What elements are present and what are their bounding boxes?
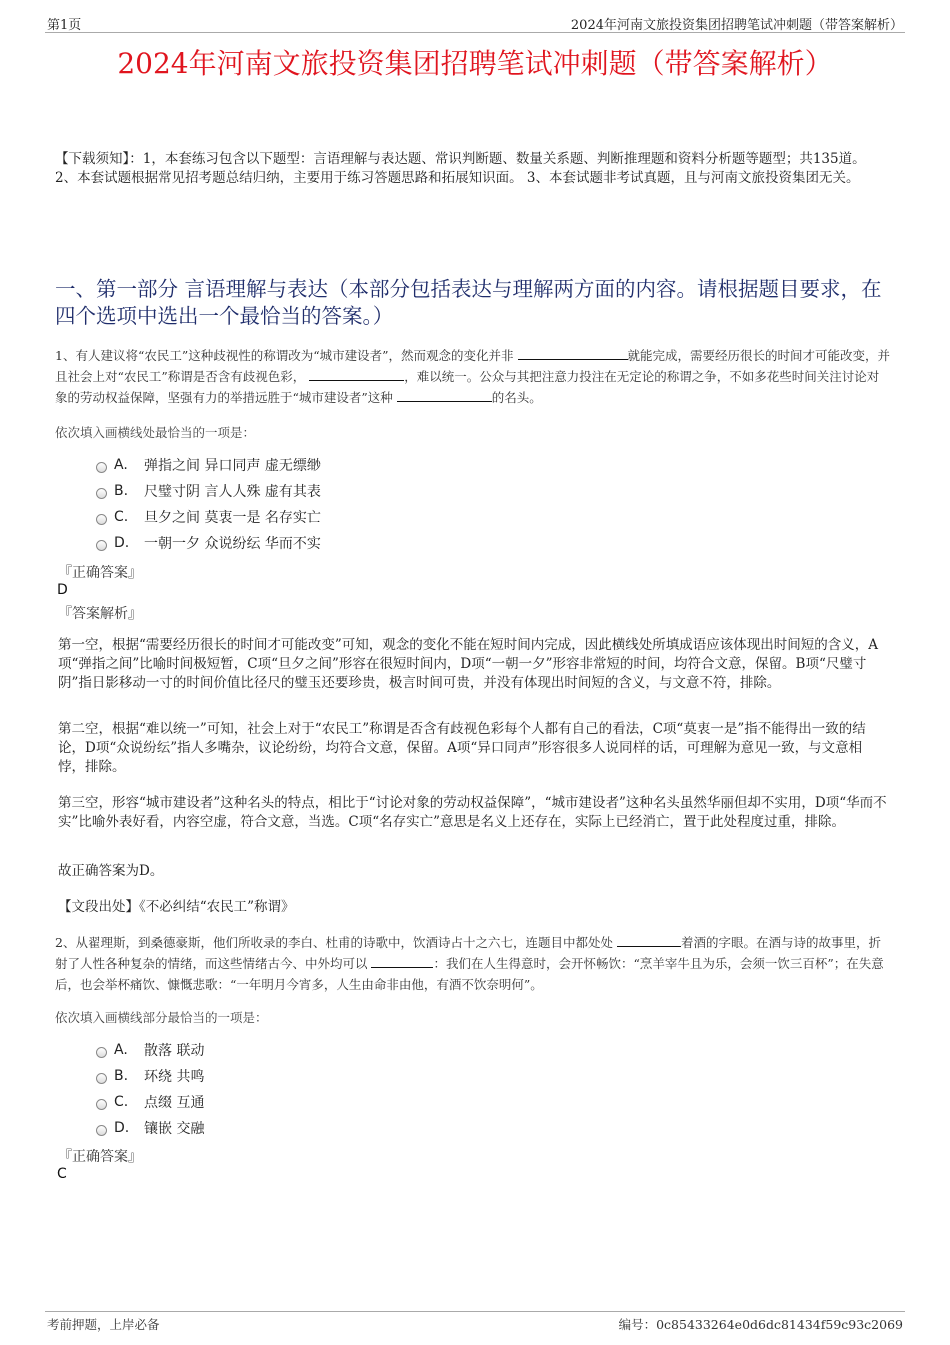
q2-text-part: ：我们在人生得意时，会开怀畅饮：“烹羊宰牛且为乐，会须一饮三百杯”；在失意后，也会举杯痛饮、慷慨悲歌：“一年明月今宵多，人生由命非由他，有酒不饮奈明何”。 <box>55 956 884 992</box>
option-b[interactable] <box>96 1063 204 1089</box>
correct-answer-label: 『正确答案』 <box>58 1149 142 1165</box>
option-text: 弹指之间 异口同声 虚无缥缈 <box>144 458 321 474</box>
option-letter: A. <box>114 1042 128 1058</box>
radio-icon[interactable] <box>96 1099 107 1110</box>
page-header <box>45 12 905 33</box>
q2-text-part: 着酒的字眼。在酒与诗的故事里，折射了人性各种复杂的情绪，而这些情绪古今、中外均可以 <box>55 935 881 971</box>
option-text: 环绕 共鸣 <box>144 1069 205 1085</box>
option-letter: C. <box>114 1094 129 1110</box>
radio-icon[interactable] <box>96 540 107 551</box>
analysis-paragraph-2: 第二空，根据“难以统一”可知，社会上对于“农民工”称谓是否含有歧视色彩每个人都有自己的看法，C项“莫衷一是”指不能得出一致的结论，D项“众说纷纭”指人多嘴杂，议论纷纷，均符合文意，保留。A项“异口同声”形容很多人说同样的话，可理解为意见一致，与文意相悖，排除。 <box>58 721 866 775</box>
option-a[interactable] <box>96 452 321 478</box>
option-text: 一朝一夕 众说纷纭 华而不实 <box>144 536 321 552</box>
option-text: 旦夕之间 莫衷一是 名存实亡 <box>144 510 321 526</box>
q1-text-part: 的名头。 <box>491 390 542 405</box>
option-text: 点缀 互通 <box>144 1095 205 1111</box>
question-1-text <box>55 345 890 408</box>
radio-icon[interactable] <box>96 514 107 525</box>
page-footer <box>45 1311 905 1334</box>
footer-serial: 编号：0c85433264e0d6dc81434f59c93c2069 <box>618 1317 903 1332</box>
radio-icon[interactable] <box>96 462 107 473</box>
q1-text-part: 1、有人建议将“农民工”这种歧视性的称谓改为“城市建设者”，然而观念的变化并非 <box>55 348 518 363</box>
source-citation: 【文段出处】《不必纠结“农民工”称谓》 <box>58 899 295 915</box>
radio-icon[interactable] <box>96 1073 107 1084</box>
correct-answer: C <box>57 1166 67 1182</box>
option-letter: D. <box>114 535 130 551</box>
analysis-paragraph-3: 第三空，形容“城市建设者”这种名头的特点，相比于“讨论对象的劳动权益保障”，“城市建设者”这种名头虽然华丽但却不实用，D项“华而不实”比喻外表好看，内容空虚，符合文意，当选。C项“名存实亡”意思是名义上还存在，实际上已经消亡，置于此处程度过重，排除。 <box>58 795 887 830</box>
option-b[interactable] <box>96 478 321 504</box>
option-a[interactable] <box>96 1037 204 1063</box>
option-letter: B. <box>114 1068 129 1084</box>
q1-text-part: 就能完成，需要经历很长的时间才可能改变，并且社会上对“农民工”称谓是否含有歧视色彩， <box>55 348 891 384</box>
analysis-label: 『答案解析』 <box>58 606 142 622</box>
radio-icon[interactable] <box>96 1125 107 1136</box>
blank-line <box>309 368 404 381</box>
blank-line <box>518 347 628 360</box>
blank-line <box>397 389 492 402</box>
analysis-conclusion: 故正确答案为D。 <box>58 863 164 879</box>
option-letter: C. <box>114 509 129 525</box>
option-d[interactable] <box>96 1115 204 1141</box>
section-title: 一、第一部分 言语理解与表达（本部分包括表达与理解两方面的内容。请根据题目要求，在四个选项中选出一个最恰当的答案。） <box>55 277 882 328</box>
q2-text-part: 2、从翟理斯，到桑德豪斯，他们所收录的李白、杜甫的诗歌中，饮酒诗占十之六七，连题目中都处处 <box>55 935 617 950</box>
analysis-paragraph-1: 第一空，根据“需要经历很长的时间才可能改变”可知，观念的变化不能在短时间内完成，因此横线处所填成语应该体现出时间短的含义，A项“弹指之间”比喻时间极短暂，C项“旦夕之间”形容在很短时间内，D项“一朝一夕”形容非常短的时间，均符合文意，保留。B项“尺璧寸阴”指日影移动一寸的时间价值比径尺的璧玉还要珍贵，极言时间可贵，并没有体现出时间短的含义，与文意不符，排除。 <box>58 637 879 691</box>
question-1-options <box>96 452 321 556</box>
question-2-options <box>96 1037 204 1141</box>
option-text: 镶嵌 交融 <box>144 1121 205 1137</box>
option-letter: D. <box>114 1120 130 1136</box>
question-2-prompt: 依次填入画横线部分最恰当的一项是： <box>55 1010 268 1025</box>
correct-answer: D <box>57 582 68 598</box>
download-notice: 【下载须知】：1，本套练习包含以下题型：言语理解与表达题、常识判断题、数量关系题、判断推理题和资料分析题等题型；共135道。 2、本套试题根据常见招考题总结归纳，主要用于练习答题思路和拓展知识面。 3、本套试题非考试真题，且与河南文旅投资集团无关。 <box>55 151 866 186</box>
option-text: 尺璧寸阴 言人人殊 虚有其表 <box>144 484 321 500</box>
option-letter: B. <box>114 483 129 499</box>
option-c[interactable] <box>96 1089 204 1115</box>
option-letter: A. <box>114 457 128 473</box>
footer-slogan: 考前押题，上岸必备 <box>47 1317 160 1332</box>
option-c[interactable] <box>96 504 321 530</box>
question-1-prompt: 依次填入画横线处最恰当的一项是： <box>55 425 256 440</box>
blank-line <box>371 955 433 968</box>
q1-text-part: ，难以统一。公众与其把注意力投注在无定论的称谓之争，不如多花些时间关注讨论对象的劳动权益保障，坚强有力的举措远胜于“城市建设者”这种 <box>55 369 880 405</box>
option-d[interactable] <box>96 530 321 556</box>
radio-icon[interactable] <box>96 1047 107 1058</box>
blank-line <box>617 934 681 947</box>
correct-answer-label: 『正确答案』 <box>58 565 142 581</box>
radio-icon[interactable] <box>96 488 107 499</box>
header-doc-title: 2024年河南文旅投资集团招聘笔试冲刺题（带答案解析） <box>570 18 903 33</box>
question-2-text <box>55 932 890 995</box>
document-title: 2024年河南文旅投资集团招聘笔试冲刺题（带答案解析） <box>117 47 833 80</box>
option-text: 散落 联动 <box>144 1043 205 1059</box>
page-number: 第1页 <box>47 18 82 33</box>
